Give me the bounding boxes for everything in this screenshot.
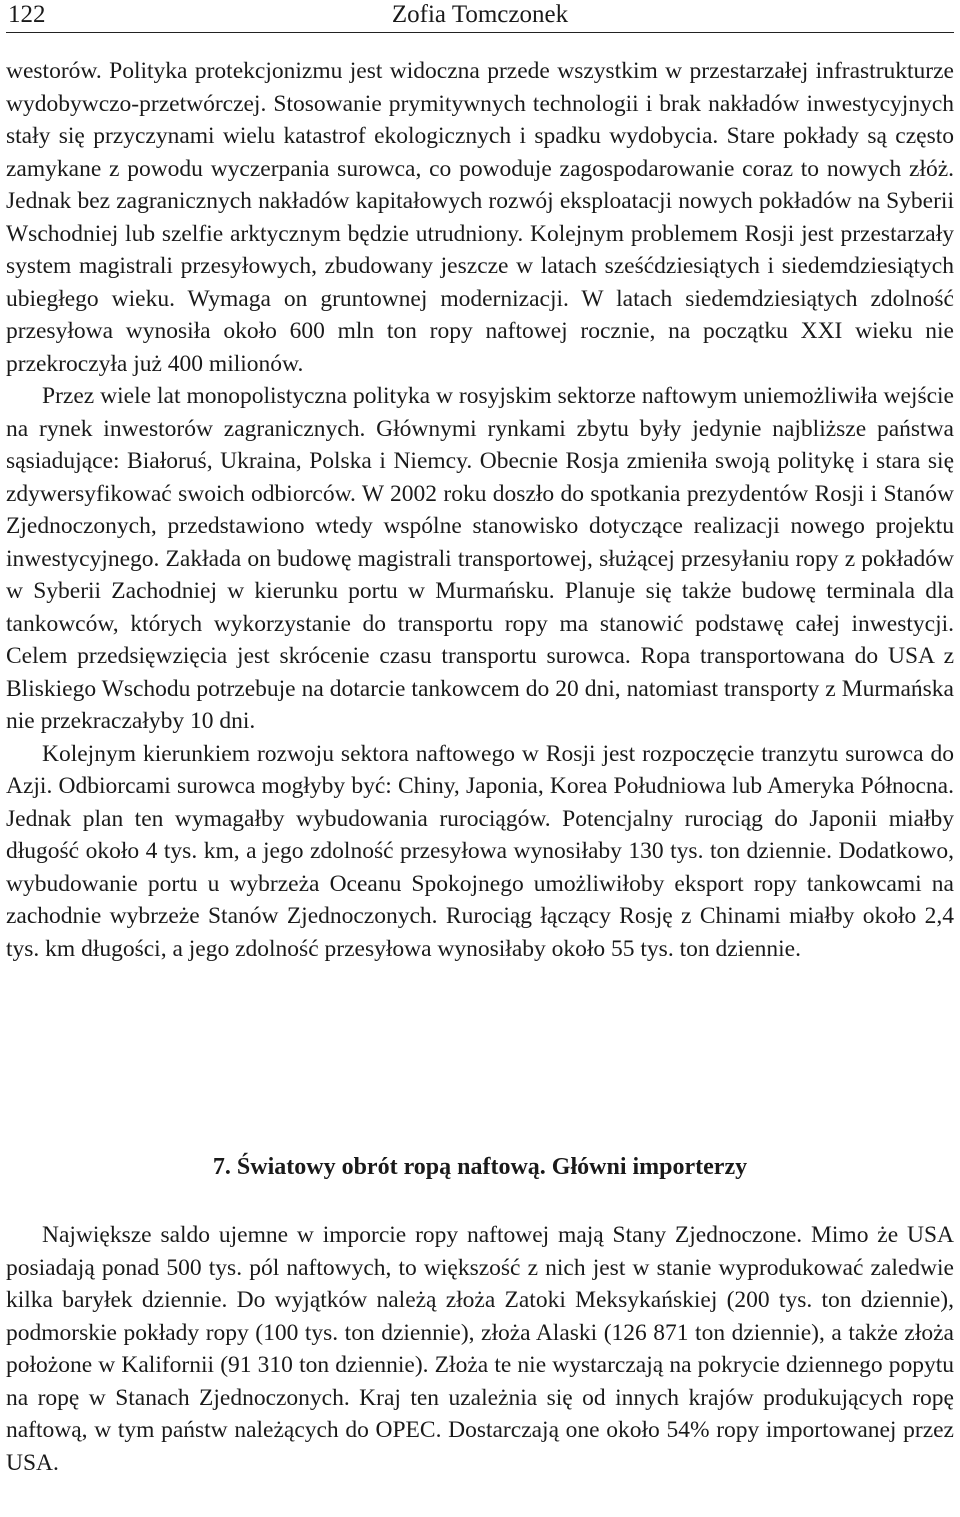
running-header-author: Zofia Tomczonek (391, 1, 569, 28)
paragraph: Przez wiele lat monopolistyczna polityka w rosyjskim sektorze naftowym uniemożliwiła wejście na rynek inwestorów zagranicznych. Głównymi rynkami zbytu były jedynie najbliższe państwa sąsiadujące: Białoruś, Ukraina, Polska i Niemcy. Obecnie Rosja zmieniła swoją politykę i stara się zdywersyfikować swoich odbiorców. W 2002 roku doszło do spotkania prezydentów Rosji i Stanów Zjednoczonych, przedstawiono wtedy wspólne stanowisko dotyczące realizacji nowego projektu inwestycyjnego. Zakłada on budowę magistrali transportowej, służącej przesyłaniu ropy z pokładów w Syberii Zachodniej w kierunku portu w Murmańsku. Planuje się także budowę terminala dla tankowców, których wykorzystanie do transportu ropy ma stanowić podstawę całej inwestycji. Celem przedsięwzięcia jest skrócenie czasu transportu surowca. Ropa transportowana do USA z Bliskiego Wschodu potrzebuje na dotarcie tankowcem do 20 dni, natomiast transporty z Murmańska nie przekraczałyby 10 dni. (6, 383, 954, 734)
paragraph-continued: westorów. Polityka protekcjonizmu jest widoczna przede wszystkim w przestarzałej infrastrukturze wydobywczo-przetwórczej. Stosowanie prymitywnych technologii i brak nakładów inwestycyjnych stały się przyczynami wielu katastrof ekologicznych i spadku wydobycia. Stare pokłady są często zamykane z powodu wyczerpania surowca, co powoduje zagospodarowanie coraz to nowych złóż. Jednak bez zagranicznych nakładów kapitałowych rozwój eksploatacji nowych pokładów na Syberii Wschodniej lub szelfie arktycznym będzie utrudniony. Kolejnym problemem Rosji jest przestarzały system magistrali przesyłowych, zbudowany jeszcze w latach sześćdziesiątych i siedemdziesiątych ubiegłego wieku. Wymaga on gruntownej modernizacji. W latach siedemdziesiątych zdolność przesyłowa wynosiła około 600 mln ton ropy naftowej rocznie, na początku XXI wieku nie przekroczyła już 400 milionów. (6, 58, 954, 377)
page-number: 122 (8, 1, 46, 28)
running-header (6, 0, 954, 33)
body-text-section (6, 1219, 954, 1479)
body-text-top (6, 55, 954, 965)
paragraph: Kolejnym kierunkiem rozwoju sektora naftowego w Rosji jest rozpoczęcie tranzytu surowca do Azji. Odbiorcami surowca mogłyby być: Chiny, Japonia, Korea Południowa lub Ameryka Północna. Jednak plan ten wymagałby wybudowania rurociągów. Potencjalny rurociąg do Japonii miałby długość około 4 tys. km, a jego zdolność przesyłowa wynosiłaby 130 tys. ton dziennie. Dodatkowo, wybudowanie portu u wybrzeża Oceanu Spokojnego umożliwiłoby eksport ropy tankowcami na zachodnie wybrzeże Stanów Zjednoczonych. Rurociąg łączący Rosję z Chinami miałby około 2,4 tys. km długości, a jego zdolność przesyłowa wynosiłaby około 55 tys. ton dziennie. (6, 740, 954, 962)
paragraph: Największe saldo ujemne w imporcie ropy naftowej mają Stany Zjednoczone. Mimo że USA posiadają ponad 500 tys. pól naftowych, to większość z nich jest w stanie wyprodukować zaledwie kilka baryłek dziennie. Do wyjątków należą złoża Zatoki Meksykańskiej (200 tys. ton dziennie), podmorskie pokłady ropy (100 tys. ton dziennie), złoża Alaski (126 871 ton dziennie), a także złoża położone w Kalifornii (91 310 ton dziennie). Złoża te nie wystarczają na pokrycie dziennego popytu na ropę w Stanach Zjednoczonych. Kraj ten uzależnia się od innych krajów produkujących ropę naftową, w tym państw należących do OPEC. Dostarczają one około 54% ropy importowanej przez USA. (6, 1222, 954, 1476)
section-heading: 7. Światowy obrót ropą naftową. Główni importerzy (212, 1154, 748, 1180)
